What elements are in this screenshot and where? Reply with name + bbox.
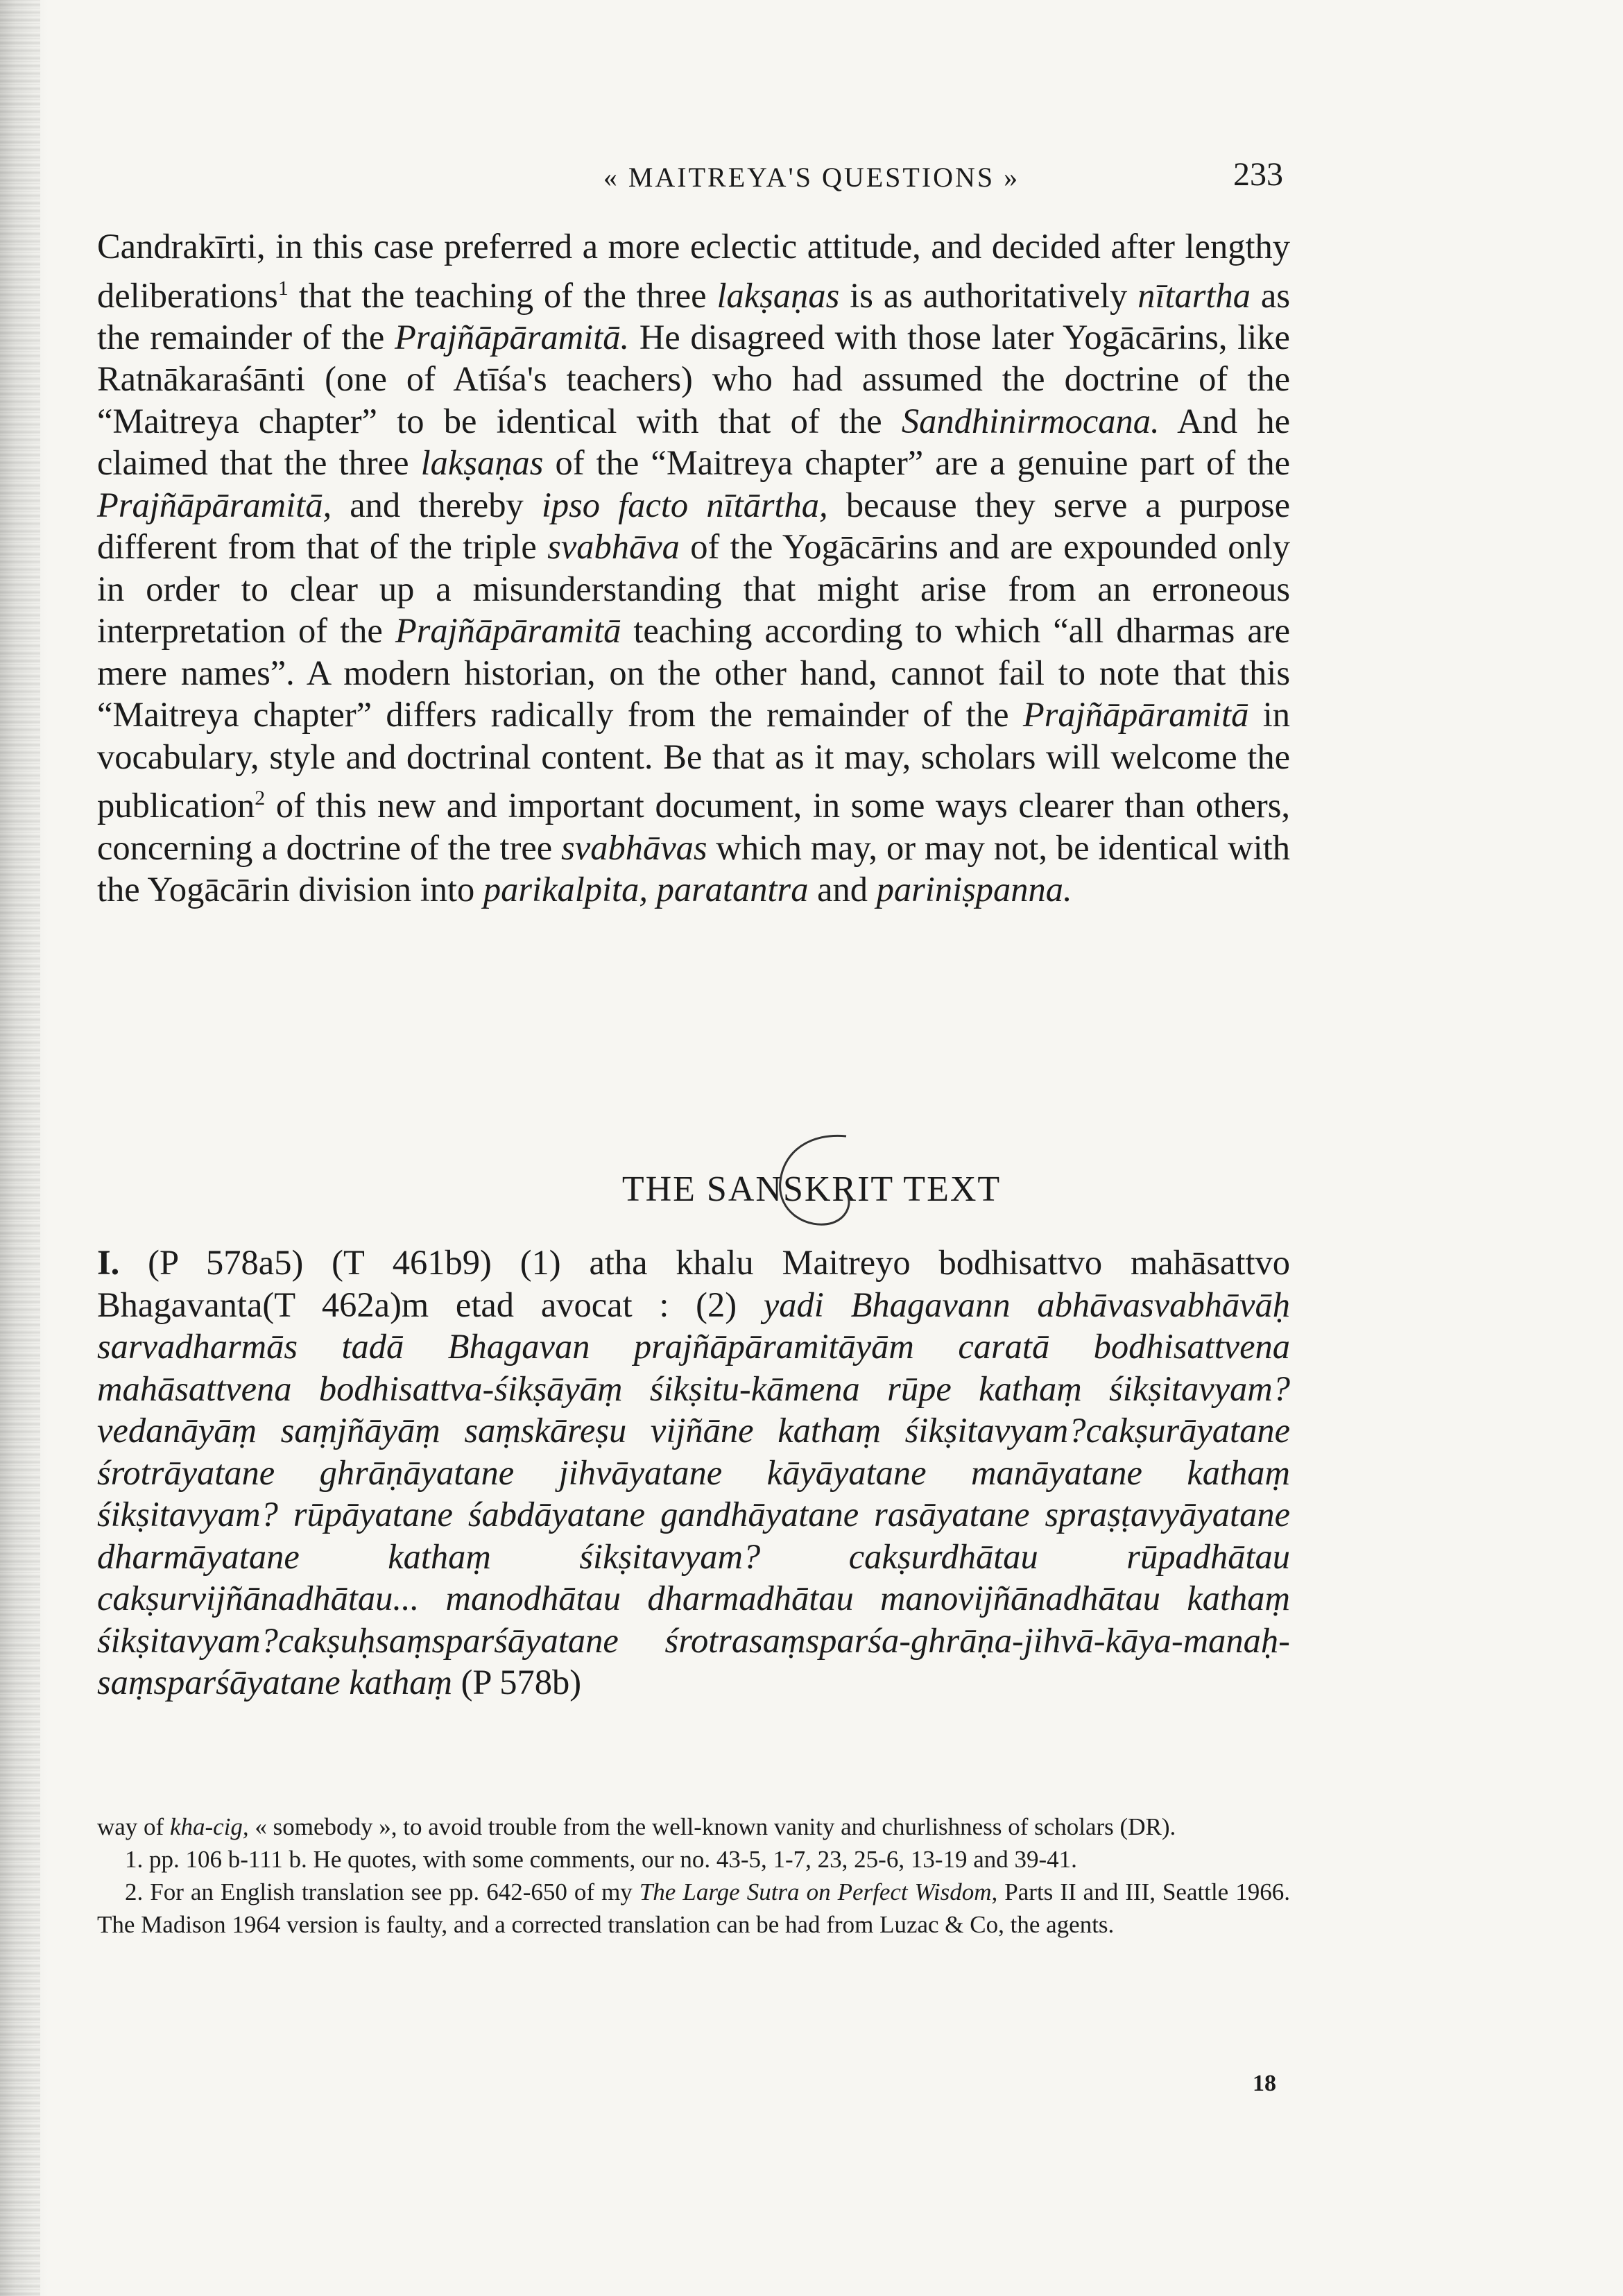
italic-term: paratantra [656, 870, 809, 909]
text-run: (P 578a5) (T 461b9) (1) atha khalu Maitreyo bodhisattvo mahāsattvo Bhagavanta(T 462a)m etad avocat : (2) [97, 1243, 1290, 1324]
paragraph-candrakirti [97, 225, 1290, 911]
text-run: is as authoritatively [839, 275, 1138, 315]
running-title: « MAITREYA'S QUESTIONS » [603, 162, 1020, 193]
italic-term: Sandhinirmocana. [901, 401, 1160, 440]
italic-term: kha-cig, [169, 1813, 249, 1840]
text-run: way of [97, 1813, 170, 1840]
section-number: I. [97, 1243, 120, 1282]
text-run: Candrakīrti, in this case preferred a more eclectic attitude, and decided after lengthy deliberations [97, 227, 1290, 315]
text-run: because they serve a purpose different from that of the triple [97, 485, 1290, 567]
italic-term: Prajñāpāramitā. [395, 317, 630, 357]
scan-binding-texture [0, 0, 40, 2296]
footnote-1: 1. pp. 106 b-111 b. He quotes, with some comments, our no. 43-5, 1-7, 23, 25-6, 13-19 and 39-41. [125, 1846, 1077, 1873]
footnote-2 [97, 1876, 1290, 1941]
text-run: He disagreed with those later Yogācārins, like Ratnākaraśānti (one of Atīśa's teachers) who had assumed the doctrine of the “Maitreya chapter” to be identical with that of the [97, 317, 1290, 440]
italic-term: Prajñāpāramitā [1022, 695, 1249, 735]
italic-term: Prajñāpāramitā, [97, 485, 332, 524]
italic-term: lakṣaṇas [716, 275, 840, 315]
text-run: « somebody », to avoid trouble from the well-known vanity and churlishness of scholars (DR). [248, 1813, 1176, 1840]
footnote-ref-1: 1 [277, 276, 289, 300]
italic-term: parikalpita, [483, 870, 648, 909]
text-run: and thereby [332, 485, 542, 524]
italic-sanskrit: yadi Bhagavann abhāvasvabhāvāḥ sarvadharmās tadā Bhagavan prajñāpāramitāyām caratā bodhisattvena mahāsattvena bodhisattva-śikṣāyāṃ śikṣitu-kāmena rūpe kathaṃ śikṣitavyam? vedanāyāṃ saṃjñāyāṃ saṃskāreṣu vijñāne kathaṃ śikṣitavyam?cakṣurāyatane śrotrāyatane ghrāṇāyatane jihvāyatane kāyāyatane manāyatane kathaṃ śikṣitavyam? rūpāyatane śabdāyatane gandhāyatane rasāyatane spraṣṭavyāyatane dharmāyatane kathaṃ śikṣitavyam? cakṣurdhātau rūpadhātau cakṣurvijñānadhātau... manodhātau dharmadhātau manovijñānadhātau kathaṃ śikṣitavyam?cakṣuḥsaṃsparśāyatane śrotrasaṃsparśa-ghrāṇa-jihvā-kāya-manaḥ-saṃsparśāyatane kathaṃ [97, 1285, 1290, 1702]
italic-term: ipso facto nītārtha, [541, 485, 828, 524]
text-run: (P 578b) [452, 1663, 582, 1702]
footnotes [97, 1810, 1290, 1941]
italic-term: lakṣaṇas [420, 443, 544, 483]
text-run: and [808, 870, 877, 909]
pencil-circle-mark [770, 1129, 860, 1233]
section-heading: THE SANSKRIT TEXT [621, 1170, 1002, 1209]
footnote-ref-2: 2 [255, 787, 266, 810]
text-run: which may, or may not, be identical with the Yogācārin division into [97, 828, 1290, 909]
page-number: 233 [1233, 156, 1283, 193]
text-run: of the “Maitreya chapter” are a genuine part of the [543, 443, 1290, 483]
text-run: And he claimed that the three [97, 401, 1290, 483]
sanskrit-paragraph-1 [97, 1242, 1290, 1704]
footnote-continued [97, 1810, 1290, 1843]
italic-term: svabhāvas [561, 828, 707, 867]
text-run: Parts II and III, Seattle 1966. The Madison 1964 version is faulty, and a corrected translation can be had from Luzac & Co, the agents. [97, 1878, 1290, 1938]
sanskrit-text [97, 1242, 1290, 1704]
text-run: teaching according to which “all dharmas are mere names”. A modern historian, on the other hand, cannot fail to note that this “Maitreya chapter” differs radically from the remainder of the [97, 611, 1291, 735]
text-run: in vocabulary, style and doctrinal content. Be that as it may, scholars will welcome the publication [97, 695, 1290, 825]
italic-term: svabhāva [547, 527, 680, 567]
italic-term: Prajñāpāramitā [395, 611, 621, 651]
text-run: 2. For an English translation see pp. 642-650 of my [125, 1878, 639, 1905]
text-run: of the Yogācārins and are expounded only in order to clear up a misunderstanding that might arise from an erroneous interpretation of the [97, 527, 1291, 651]
italic-title: The Large Sutra on Perfect Wisdom, [639, 1878, 998, 1905]
text-run: that the teaching of the three [288, 275, 717, 315]
signature-folio-number: 18 [1253, 2071, 1276, 2096]
italic-term: nītartha [1137, 275, 1251, 315]
italic-term: pariniṣpanna. [876, 870, 1072, 909]
text-run: as the remainder of the [97, 275, 1290, 357]
text-run: of this new and important document, in some ways clearer than others, concerning a doctrine of the tree [97, 786, 1290, 867]
main-paragraph [97, 225, 1290, 911]
